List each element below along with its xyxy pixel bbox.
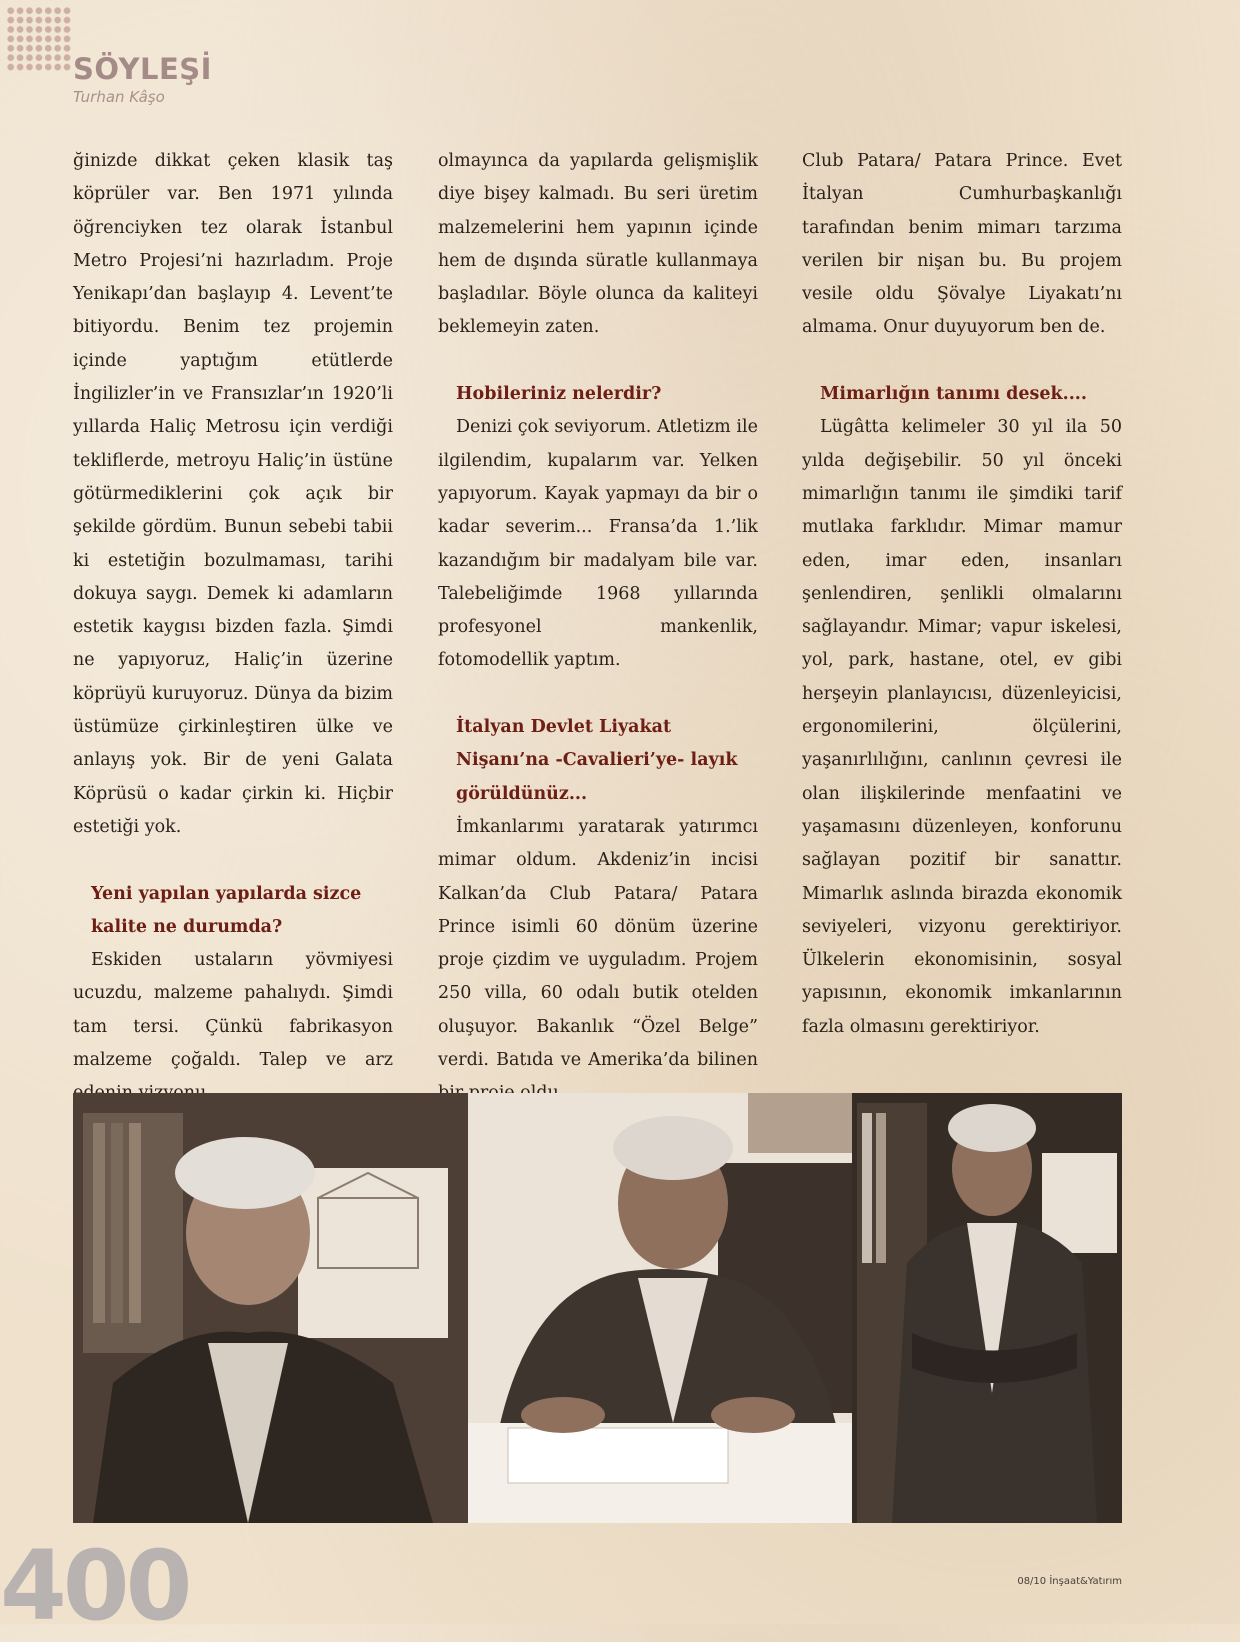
portrait-photo-office-image: [73, 1093, 468, 1523]
paragraph-gap: [73, 844, 393, 877]
answer-paragraph: olmayınca da yapılarda gelişmişlik diye bişey kalmadı. Bu seri üretim malzemelerini hem yapının içinde hem de dışında süratle kullanmaya başladılar. Böyle olunca da kaliteyi beklemeyin zaten.: [438, 151, 758, 338]
portrait-photo-standing: [852, 1093, 1122, 1523]
page-number: 400: [0, 1530, 189, 1642]
portrait-photo-desk: [468, 1093, 852, 1523]
question-heading: Mimarlığın tanımı desek....: [820, 384, 1087, 405]
text-column-1: [73, 145, 393, 1111]
portrait-photo-office: [73, 1093, 468, 1523]
paragraph-gap: [438, 345, 758, 378]
answer-paragraph: Lügâtta kelimeler 30 yıl ila 50 yılda değişebilir. 50 yıl önceki mimarlığın tanımı ile şimdiki tarif mutlaka farklıdır. Mimar mamur eden, imar eden, insanları şenlendiren, şenlikli olmalarını sağlayandır. Mimar; vapur iskelesi, yol, park, hastane, otel, ev gibi herşeyin planlayıcısı, düzenleyicisi, ergonomilerini, ölçülerini, yaşanırlılığını, canlının çevresi ile olan ilişkilerinde menfaatini ve yaşamasını düzenleyen, konforunu sağlayan pozitif bir sanattır. Mimarlık aslında birazda ekonomik seviyeleri, vizyonu gerektiriyor. Ülkelerin ekonomisinin, sosyal yapısının, ekonomik imkanlarının fazla olmasını gerektiriyor.: [802, 417, 1122, 1037]
text-column-2: [438, 145, 758, 1111]
portrait-photo-desk-image: [468, 1093, 852, 1523]
author-name: Turhan Kâşo: [73, 88, 165, 106]
issue-footer: 08/10 İnşaat&Yatırım: [1017, 1576, 1122, 1587]
section-label: SÖYLEŞİ: [73, 52, 212, 86]
text-column-3: [802, 145, 1122, 1044]
paragraph-gap: [802, 345, 1122, 378]
answer-paragraph: ğinizde dikkat çeken klasik taş köprüler var. Ben 1971 yılında öğrenciyken tez olarak İstanbul Metro Projesi’ni hazırladım. Proje Yenikapı’dan başlayıp 4. Levent’te bitiyordu. Benim tez projemin içinde yaptığım etütlerde İngilizler’in ve Fransızlar’ın 1920’li yıllarda Haliç Metrosu için verdiği tekliflerde, metroyu Haliç’in üstüne götürmediklerini çok açık bir şekilde gördüm. Bunun sebebi tabii ki estetiğin bozulmaması, tarihi dokuya saygı. Demek ki adamların estetik kaygısı bizden fazla. Şimdi ne yapıyoruz, Haliç’in üzerine köprüyü kuruyoruz. Dünya da bizim üstümüze çirkinleştiren ülke ve anlayış yok. Bir de yeni Galata Köprüsü o kadar çirkin ki. Hiçbir estetiği yok.: [73, 151, 393, 837]
answer-paragraph: Club Patara/ Patara Prince. Evet İtalyan Cumhurbaşkanlığı tarafından benim mimarı tarzıma verilen bir nişan bu. Bu projem vesile oldu Şövalye Liyakatı’nı almama. Onur duyuyorum ben de.: [802, 151, 1122, 338]
decorative-dot-grid: [6, 6, 72, 72]
question-heading: İtalyan Devlet Liyakat Nişanı’na -Cavalieri’ye- layık görüldünüz...: [456, 717, 738, 804]
portrait-photo-standing-image: [852, 1093, 1122, 1523]
photo-strip: [73, 1093, 1122, 1523]
answer-paragraph: Denizi çok seviyorum. Atletizm ile ilgilendim, kupalarım var. Yelken yapıyorum. Kayak yapmayı da bir o kadar severim... Fransa’da 1.’lik kazandığım bir madalyam bile var. Talebeliğimde 1968 yıllarında profesyonel mankenlik, fotomodellik yaptım.: [438, 417, 758, 671]
question-heading: Yeni yapılan yapılarda sizce kalite ne durumda?: [91, 883, 362, 937]
paragraph-gap: [438, 678, 758, 711]
answer-paragraph: Eskiden ustaların yövmiyesi ucuzdu, malzeme pahalıydı. Şimdi tam tersi. Çünkü fabrikasyon malzeme çoğaldı. Talep ve arz: [73, 950, 393, 1071]
question-heading: Hobileriniz nelerdir?: [456, 384, 662, 405]
answer-paragraph: İmkanlarımı yaratarak yatırımcı mimar oldum. Akdeniz’in incisi Kalkan’da Club Patara/ Patara Prince isimli 60 dönüm üzerine proje çizdim ve uyguladım. Projem 250 villa, 60 odalı butik otelden oluşuyor. Bakanlık “Özel Belge” verdi. Batıda ve Amerika’da bilinen: [438, 816, 758, 1071]
